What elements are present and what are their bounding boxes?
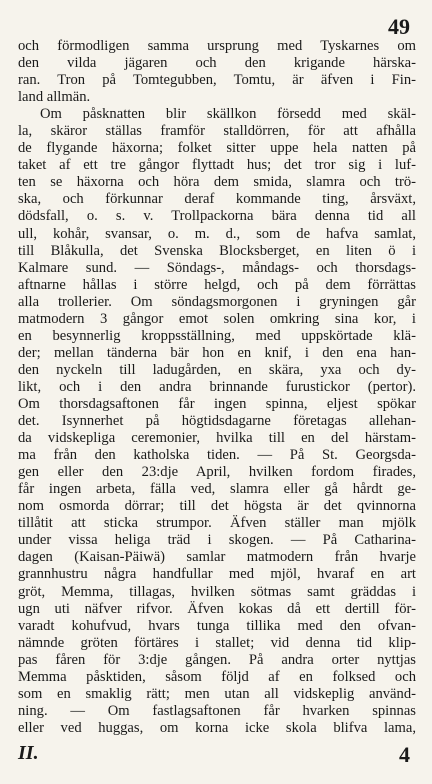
signature-mark: II. xyxy=(18,742,39,764)
text-line: som en smaklig rätt; men utan all vidskeplig använd- xyxy=(18,685,416,702)
text-line: dagen (Kaisan-Päiwä) samlar matmodern från hvarje xyxy=(18,549,416,566)
text-line: varadt kohufvud, hvars tunga tillika med den ofvan- xyxy=(18,617,416,634)
text-line: gen eller den 23:dje April, hvilken fordom firades, xyxy=(18,464,416,481)
text-line: der; mellan tänderna bär hon en knif, i den ena han- xyxy=(18,344,416,361)
text-line: Memma påsktiden, såsom följd af en folksed och xyxy=(18,668,416,685)
text-line: det. Isynnerhet på högtidsdagarne företagas allehan- xyxy=(18,413,416,430)
text-line: och förmodligen samma ursprung med Tyskarnes om xyxy=(18,38,416,54)
text-line: ull, kohår, svansar, o. m. d., som de hafva samlat, xyxy=(18,225,416,242)
text-line: eller ved huggas, om korna icke skola blifva lama, xyxy=(18,719,416,736)
body-text xyxy=(18,38,416,737)
text-line: de flygande häxorna; folket sitter uppe hela natten på xyxy=(18,140,416,157)
sheet-number: 4 xyxy=(399,742,410,767)
page-number: 49 xyxy=(388,14,410,39)
text-line: till Blåkulla, det Svenska Blocksberget, en liten ö i xyxy=(18,242,416,259)
text-line: nom osmorda dörrar; till det högsta är det qvinnorna xyxy=(18,498,416,515)
text-line: da vidskepliga ceremonier, hvilka till en del härstam- xyxy=(18,430,416,447)
text-line: taket af ett tre gångor flyttadt hus; det tror sig i luf- xyxy=(18,157,416,174)
text-line: den vilda jägaren och den krigande härska- xyxy=(18,55,416,72)
text-line: aftnarne hållas i större helgd, och på dem förrättas xyxy=(18,276,416,293)
text-line: matmodern 3 gångor emot solen omkring sina kor, i xyxy=(18,310,416,327)
text-line: land allmän. xyxy=(18,89,91,106)
text-line: grannhustru några handfullar med mjöl, hvaraf en art xyxy=(18,566,416,583)
text-line: ska, och förkunnar deraf kommande ting, årsväxt, xyxy=(18,191,416,208)
text-line: får ingen arbeta, fälla ved, slamra eller gå hårdt ge- xyxy=(18,481,416,498)
text-line: likt, och i den andra brinnande furustickor (pertor). xyxy=(18,378,416,395)
text-line: Om thorsdagsaftonen får ingen spinna, eljest spökar xyxy=(18,395,416,412)
text-line: pas fåren för 3:dje gången. På andra orter nyttjas xyxy=(18,651,416,668)
text-line: ran. Tron på Tomtegubben, Tomtu, är äfven i Fin- xyxy=(18,72,416,89)
text-line: alla trollerier. Om söndagsmorgonen i gryningen går xyxy=(18,293,416,310)
text-line: den nyckeln till ladugården, en skära, yxa och dy- xyxy=(18,361,416,378)
text-line: Om påsknatten blir skällkon försedd med skäl- xyxy=(40,106,416,123)
text-line: ten se häxorna och höra dem smida, slamra och trö- xyxy=(18,174,416,191)
text-line: Kalmare sund. — Söndags-, måndags- och thorsdags- xyxy=(18,259,416,276)
text-line: ugn uti näfver rifvor. Äfven kokas då ett dertill för- xyxy=(18,600,416,617)
page-footer xyxy=(18,742,410,768)
text-line: nämnde gröten förtäres i stallet; vid denna tid klip- xyxy=(18,634,416,651)
text-line: ma från den katholska tiden. — På St. Georgsda- xyxy=(18,447,416,464)
text-line: ning. — Om fastlagsaftonen får hvarken spinnas xyxy=(18,702,416,719)
text-line: en besynnerlig kroppsställning, med uppskörtade klä- xyxy=(18,327,416,344)
text-line: dödsfall, o. s. v. Trollpackorna bära denna tid all xyxy=(18,208,416,225)
text-line: gröt, Memma, tillagas, hvilken sötmas samt gräddas i xyxy=(18,583,416,600)
text-line: under vissa heliga träd i skogen. — På Catharina- xyxy=(18,532,416,549)
text-line: la, skäror ställas framför stalldörren, för att afhålla xyxy=(18,123,416,140)
text-line: tillåtit att sticka strumpor. Äfven ställer man mjölk xyxy=(18,515,416,532)
